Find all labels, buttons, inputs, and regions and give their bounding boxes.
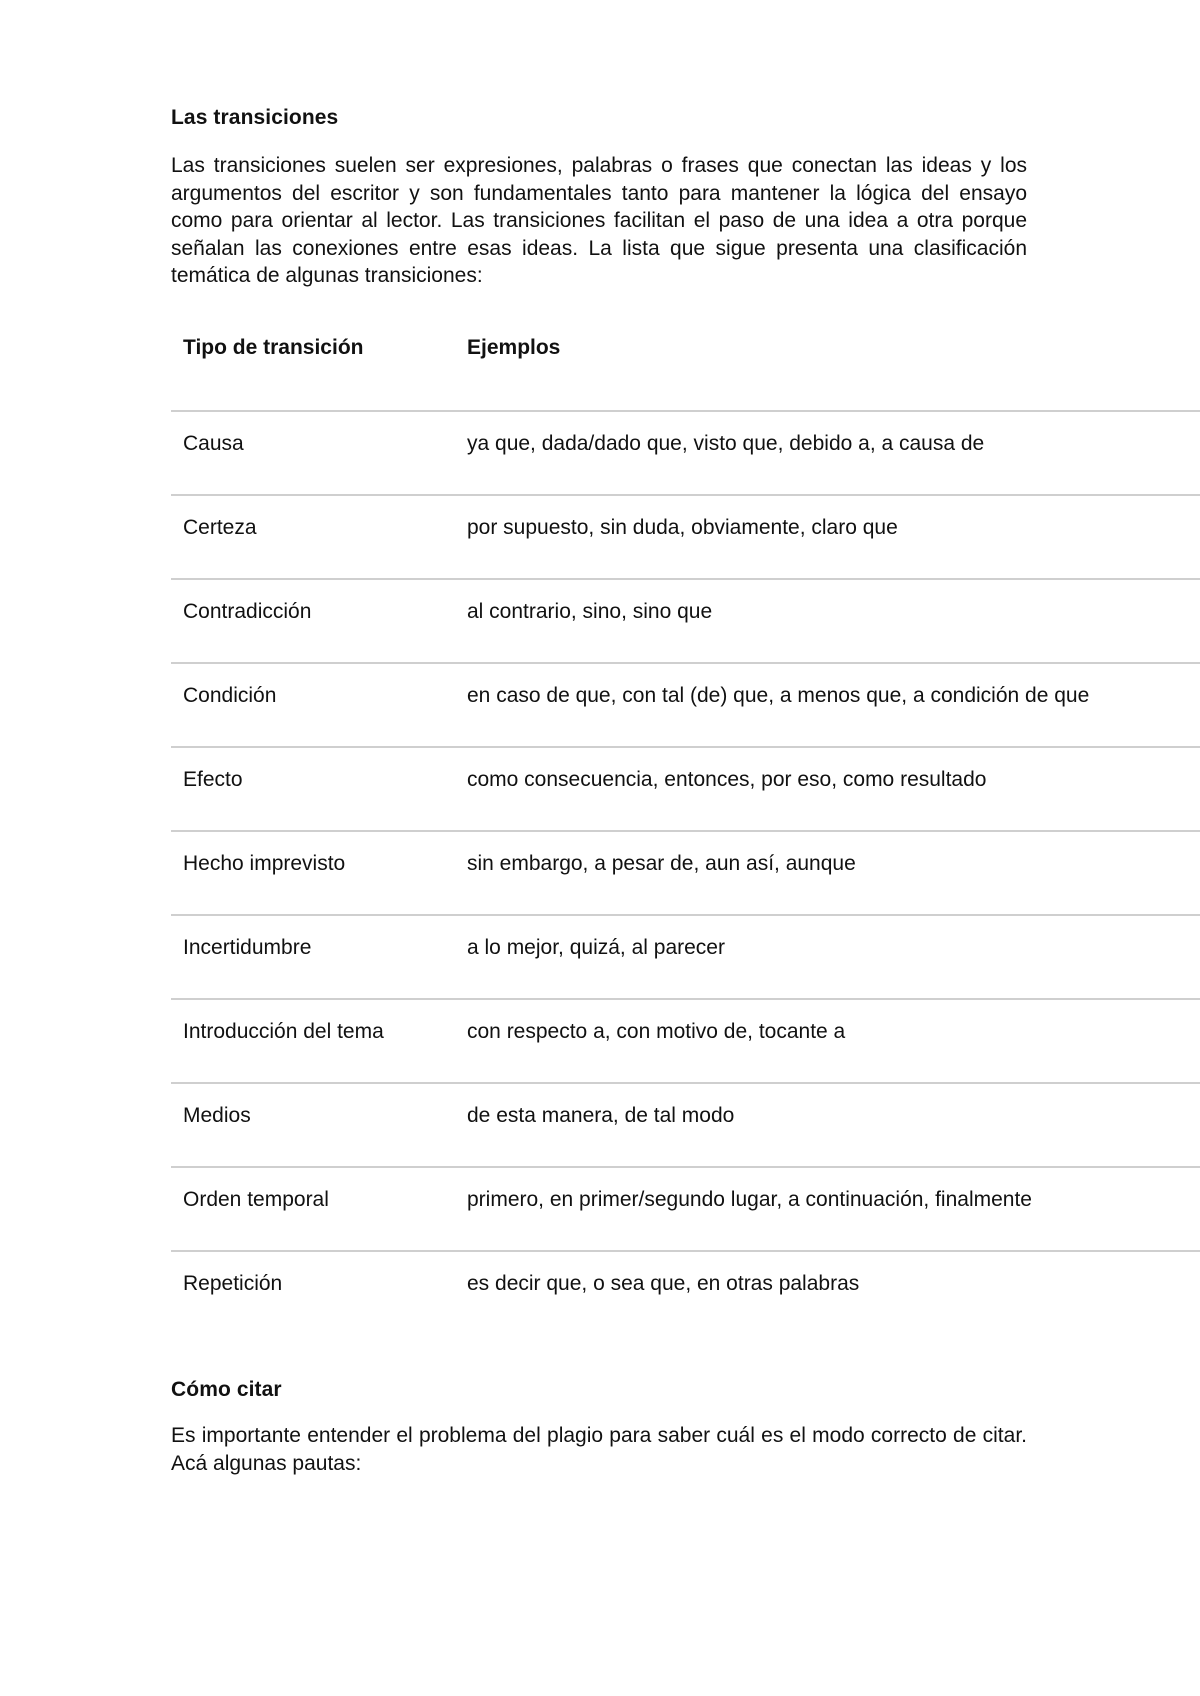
row-examples: es decir que, o sea que, en otras palabras (467, 1272, 860, 1295)
row-type: Introducción del tema (183, 1020, 384, 1043)
row-type: Hecho imprevisto (183, 852, 346, 875)
table-row (171, 916, 1200, 1000)
row-examples: con respecto a, con motivo de, tocante a (467, 1020, 846, 1043)
row-examples: de esta manera, de tal modo (467, 1104, 735, 1127)
transitions-table (171, 332, 1200, 1334)
row-type: Certeza (183, 516, 257, 539)
table-row (171, 1252, 1200, 1334)
row-examples: por supuesto, sin duda, obviamente, claro que (467, 516, 898, 539)
header-type: Tipo de transición (183, 336, 364, 359)
row-type: Orden temporal (183, 1188, 329, 1211)
table-row (171, 664, 1200, 748)
row-type: Contradicción (183, 600, 312, 623)
section-heading-como-citar: Cómo citar (171, 1378, 282, 1401)
paragraph-transiciones: Las transiciones suelen ser expresiones, palabras o frases que conectan las ideas y los argumentos del escritor y son fundamentales tanto para mantener la lógica del ensayo como para orientar al lector. Las transiciones facilitan el paso de una idea a otra porque señalan las conexiones entre esas ideas. La lista que sigue presenta una clasificación temática de algunas transiciones: (171, 154, 1027, 287)
row-type: Medios (183, 1104, 251, 1127)
table-row (171, 1000, 1200, 1084)
table-row (171, 496, 1200, 580)
row-type: Condición (183, 684, 277, 707)
row-examples: sin embargo, a pesar de, aun así, aunque (467, 852, 856, 875)
table-header-row (171, 332, 1200, 412)
row-type: Repetición (183, 1272, 283, 1295)
table-row (171, 580, 1200, 664)
table-row (171, 1168, 1200, 1252)
row-examples: en caso de que, con tal (de) que, a menos que, a condición de que (467, 684, 1090, 707)
row-examples: ya que, dada/dado que, visto que, debido a, a causa de (467, 432, 985, 455)
section-heading-transiciones: Las transiciones (171, 106, 339, 129)
row-examples: primero, en primer/segundo lugar, a continuación, finalmente (467, 1188, 1032, 1211)
paragraph-como-citar: Es importante entender el problema del plagio para saber cuál es el modo correcto de citar. Acá algunas pautas: (171, 1424, 1027, 1475)
table-row (171, 748, 1200, 832)
row-type: Causa (183, 432, 244, 455)
row-type: Incertidumbre (183, 936, 312, 959)
table-row (171, 832, 1200, 916)
table-row (171, 412, 1200, 496)
row-examples: al contrario, sino, sino que (467, 600, 713, 623)
row-examples: a lo mejor, quizá, al parecer (467, 936, 725, 959)
table-row (171, 1084, 1200, 1168)
header-examples: Ejemplos (467, 336, 561, 359)
row-type: Efecto (183, 768, 243, 791)
row-examples: como consecuencia, entonces, por eso, como resultado (467, 768, 987, 791)
